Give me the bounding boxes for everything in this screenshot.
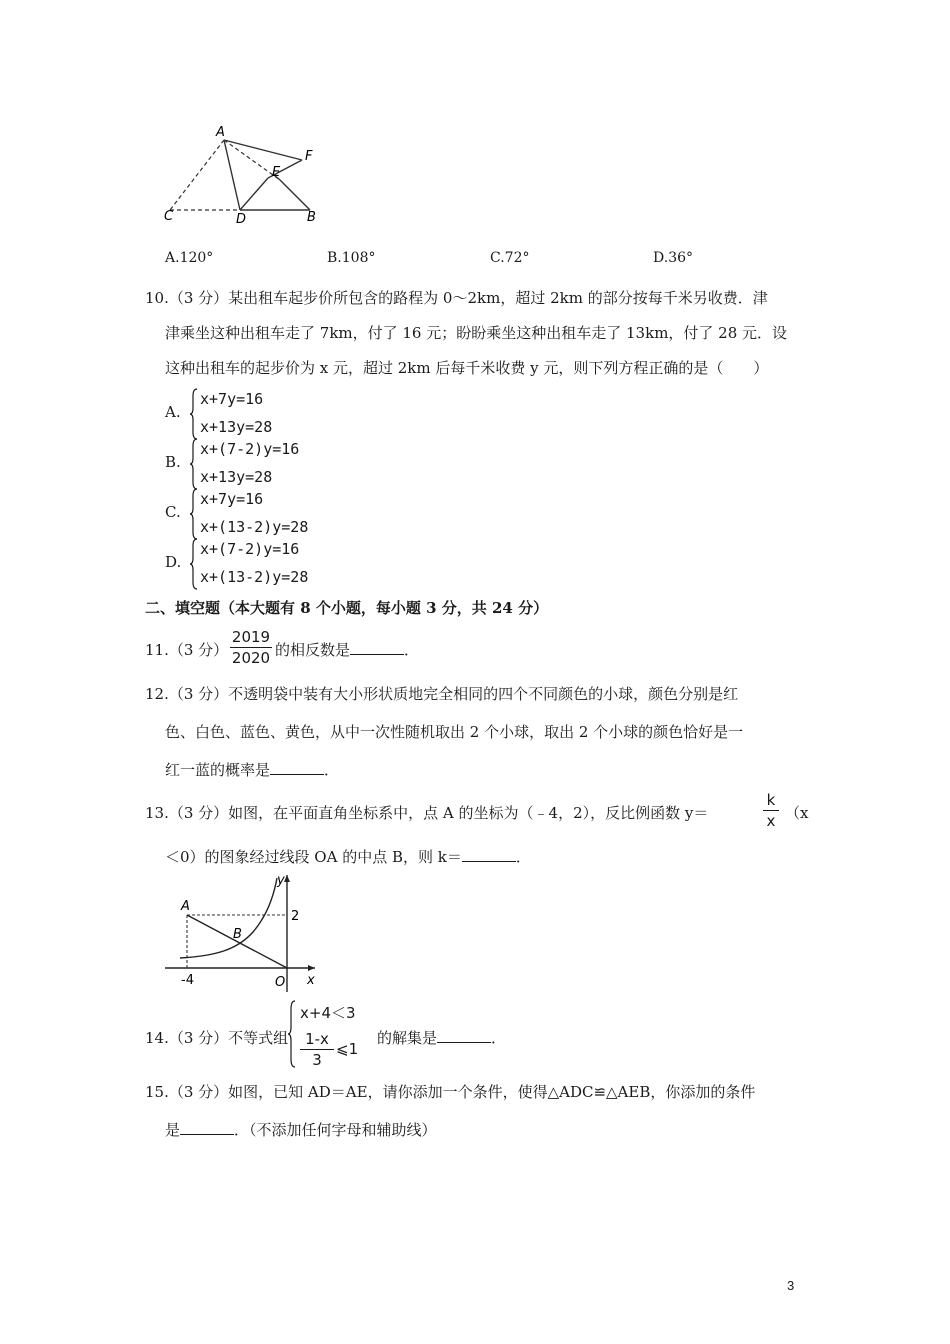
q10-line1: 10.（3 分）某出租车起步价所包含的路程为 0～2km，超过 2km 的部分按每千米另收费．津 bbox=[145, 289, 768, 307]
label-B: B bbox=[307, 210, 316, 225]
graph-label-B: B bbox=[233, 927, 242, 942]
brace-icon bbox=[190, 538, 198, 590]
q13-line2: ＜0）的图象经过线段 OA 的中点 B，则 k＝ ． bbox=[165, 848, 531, 866]
q9-option-c: C.72° bbox=[490, 250, 530, 266]
q10-a-eq2: x+13y=28 bbox=[200, 418, 273, 436]
q14-prefix: 14.（3 分）不等式组 bbox=[145, 1029, 289, 1047]
q14-suffix: 的解集是 ． bbox=[377, 1029, 507, 1047]
q15-line1: 15.（3 分）如图，已知 AD＝AE，请你添加一个条件，使得△ADC≌△AEB，你添加的条件 bbox=[145, 1083, 756, 1101]
q11-prefix: 11.（3 分） bbox=[145, 641, 229, 659]
coordinate-graph bbox=[165, 870, 325, 995]
q11-fraction bbox=[230, 628, 272, 667]
q14-denominator: 3 bbox=[312, 1051, 322, 1069]
q12-line2: 色、白色、蓝色、黄色，从中一次性随机取出 2 个小球，取出 2 个小球的颜色恰好是一 bbox=[165, 723, 744, 741]
q13-line1: 13.（3 分）如图，在平面直角坐标系中，点 A 的坐标为（﹣4，2），反比例函数 y＝ bbox=[145, 804, 709, 822]
q10-option-a-letter: A. bbox=[165, 403, 181, 421]
q9-option-d: D.36° bbox=[653, 250, 694, 266]
graph-label-A: A bbox=[181, 899, 190, 914]
q11-denominator: 2020 bbox=[231, 649, 271, 667]
q11-answer-blank[interactable] bbox=[350, 640, 404, 655]
q12-line1: 12.（3 分）不透明袋中装有大小形状质地完全相同的四个不同颜色的小球，颜色分别是红 bbox=[145, 685, 739, 703]
q10-c-eq1: x+7y=16 bbox=[200, 490, 264, 508]
q9-option-b: B.108° bbox=[327, 250, 376, 266]
label-C: C bbox=[164, 209, 174, 224]
brace-icon bbox=[190, 388, 198, 440]
q13-answer-blank[interactable] bbox=[462, 847, 516, 862]
q11-numerator: 2019 bbox=[231, 628, 271, 646]
label-A: A bbox=[216, 125, 225, 140]
q10-line2: 津乘坐这种出租车走了 7km，付了 16 元；盼盼乘坐这种出租车走了 13km，付了 28 元．设 bbox=[165, 324, 788, 342]
q10-b-eq1: x+(7-2)y=16 bbox=[200, 440, 300, 458]
q14-ineq2-tail: ⩽1 bbox=[336, 1040, 359, 1058]
q10-option-d-letter: D. bbox=[165, 553, 182, 571]
brace-icon bbox=[190, 488, 198, 540]
graph-label-x: x bbox=[307, 973, 315, 988]
q12-line3: 红一蓝的概率是 ． bbox=[165, 761, 340, 779]
q10-option-b-letter: B. bbox=[165, 453, 181, 471]
q14-answer-blank[interactable] bbox=[437, 1028, 491, 1043]
triangle-figure bbox=[160, 120, 330, 230]
graph-label-y: y bbox=[277, 873, 285, 888]
q13-numerator: k bbox=[766, 791, 776, 809]
label-F: F bbox=[305, 149, 313, 164]
page-number: 3 bbox=[787, 1278, 795, 1293]
graph-label-2: 2 bbox=[291, 909, 300, 924]
q14-ineq1: x+4＜3 bbox=[300, 1004, 356, 1022]
brace-icon bbox=[288, 1000, 296, 1068]
q15-line2: 是 ．（不添加任何字母和辅助线） bbox=[165, 1121, 437, 1139]
label-E: E bbox=[272, 165, 281, 180]
q11-suffix: 的相反数是 ． bbox=[275, 641, 420, 659]
q10-b-eq2: x+13y=28 bbox=[200, 468, 273, 486]
q10-c-eq2: x+(13-2)y=28 bbox=[200, 518, 309, 536]
q10-line3: 这种出租车的起步价为 x 元，超过 2km 后每千米收费 y 元，则下列方程正确的是（ ） bbox=[165, 359, 769, 377]
q13-line1-tail: （x bbox=[785, 804, 809, 822]
q12-answer-blank[interactable] bbox=[270, 760, 324, 775]
q14-fraction bbox=[300, 1030, 334, 1069]
q10-a-eq1: x+7y=16 bbox=[200, 390, 264, 408]
q10-d-eq2: x+(13-2)y=28 bbox=[200, 568, 309, 586]
q15-answer-blank[interactable] bbox=[180, 1120, 234, 1135]
section-title: 二、填空题（本大题有 8 个小题，每小题 3 分，共 24 分） bbox=[145, 599, 549, 617]
q13-denominator: x bbox=[766, 812, 776, 830]
graph-label-minus4: -4 bbox=[181, 973, 194, 988]
graph-label-O: O bbox=[275, 975, 286, 990]
q13-fraction bbox=[763, 791, 779, 830]
q10-option-c-letter: C. bbox=[165, 503, 181, 521]
q10-d-eq1: x+(7-2)y=16 bbox=[200, 540, 300, 558]
brace-icon bbox=[190, 438, 198, 490]
q9-option-a: A.120° bbox=[165, 250, 214, 266]
q14-numerator: 1-x bbox=[305, 1030, 329, 1048]
label-D: D bbox=[236, 212, 247, 227]
